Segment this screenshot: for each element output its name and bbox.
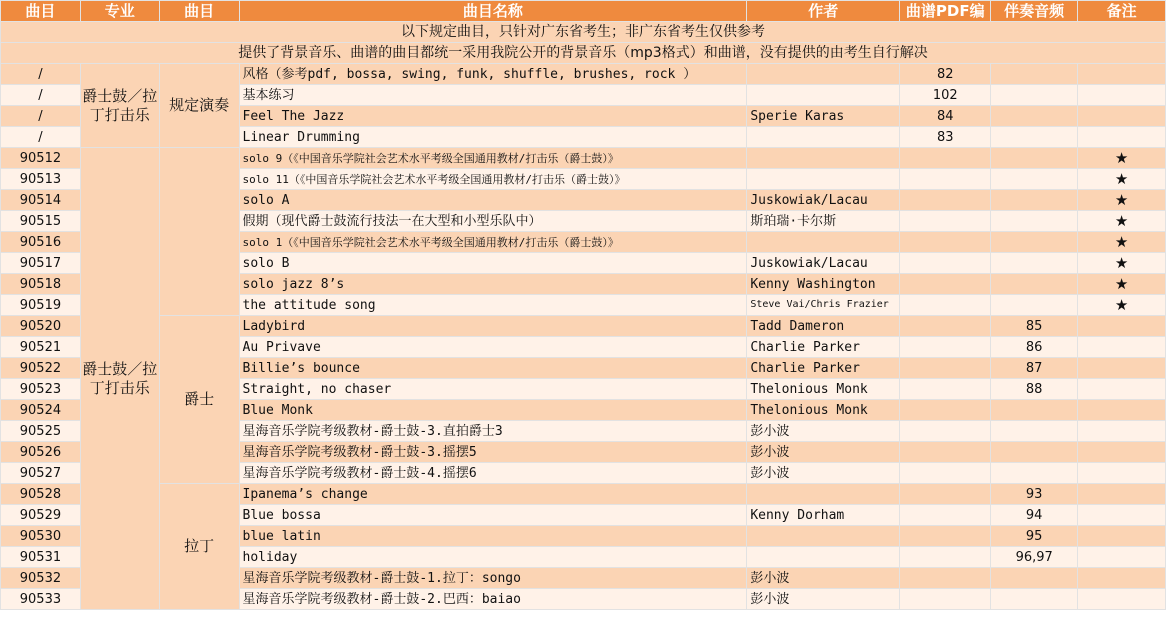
row-remark: ★ <box>1078 148 1166 169</box>
row-title: solo 11（《中国音乐学院社会艺术水平考级全国通用教材/打击乐（爵士鼓）》 <box>239 169 747 190</box>
row-author <box>747 85 900 106</box>
row-remark: ★ <box>1078 169 1166 190</box>
category-cell: 爵士 <box>159 316 239 484</box>
row-author: 彭小波 <box>747 589 900 610</box>
row-title: solo jazz 8’s <box>239 274 747 295</box>
row-id: 90512 <box>1 148 81 169</box>
row-author <box>747 232 900 253</box>
row-title: Blue bossa <box>239 505 747 526</box>
row-id: 90528 <box>1 484 81 505</box>
row-pdf: 83 <box>900 127 991 148</box>
row-remark <box>1078 337 1166 358</box>
note-text: 提供了背景音乐、曲谱的曲目都统一采用我院公开的背景音乐（mp3格式）和曲谱，没有提供的由考生自行解决 <box>1 43 1166 64</box>
table-row <box>1 316 1166 337</box>
row-title: 风格（参考pdf, bossa, swing, funk, shuffle, brushes, rock ） <box>239 64 747 85</box>
row-remark <box>1078 589 1166 610</box>
row-author <box>747 484 900 505</box>
row-author: Kenny Washington <box>747 274 900 295</box>
row-remark: ★ <box>1078 253 1166 274</box>
row-id: 90520 <box>1 316 81 337</box>
header-title: 曲目名称 <box>239 1 747 22</box>
row-title: Blue Monk <box>239 400 747 421</box>
row-pdf <box>900 295 991 316</box>
row-author: Sperie Karas <box>747 106 900 127</box>
row-pdf <box>900 253 991 274</box>
row-id: 90519 <box>1 295 81 316</box>
major-cell: 爵士鼓／拉丁打击乐 <box>80 64 159 148</box>
table-row <box>1 148 1166 169</box>
category-cell: 拉丁 <box>159 484 239 610</box>
row-remark <box>1078 400 1166 421</box>
row-author <box>747 64 900 85</box>
row-id: 90515 <box>1 211 81 232</box>
row-author <box>747 526 900 547</box>
row-id: / <box>1 85 81 106</box>
row-remark <box>1078 421 1166 442</box>
row-title: 假期（现代爵士鼓流行技法一在大型和小型乐队中） <box>239 211 747 232</box>
row-accompaniment: 94 <box>991 505 1078 526</box>
row-remark <box>1078 106 1166 127</box>
row-accompaniment <box>991 190 1078 211</box>
row-remark <box>1078 64 1166 85</box>
row-id: 90525 <box>1 421 81 442</box>
row-remark <box>1078 127 1166 148</box>
row-accompaniment: 93 <box>991 484 1078 505</box>
header-pdf: 曲谱PDF编 <box>900 1 991 22</box>
row-author <box>747 169 900 190</box>
row-accompaniment <box>991 211 1078 232</box>
row-author: 彭小波 <box>747 442 900 463</box>
row-pdf: 102 <box>900 85 991 106</box>
category-cell <box>159 148 239 316</box>
row-remark: ★ <box>1078 295 1166 316</box>
row-author: Thelonious Monk <box>747 379 900 400</box>
row-accompaniment: 88 <box>991 379 1078 400</box>
row-title: blue latin <box>239 526 747 547</box>
table-row <box>1 484 1166 505</box>
row-remark <box>1078 505 1166 526</box>
row-pdf <box>900 400 991 421</box>
row-accompaniment <box>991 568 1078 589</box>
row-author: Thelonious Monk <box>747 400 900 421</box>
row-pdf <box>900 463 991 484</box>
row-id: 90521 <box>1 337 81 358</box>
row-title: Billie’s bounce <box>239 358 747 379</box>
row-pdf <box>900 526 991 547</box>
row-id: / <box>1 64 81 85</box>
row-title: Linear Drumming <box>239 127 747 148</box>
row-pdf <box>900 505 991 526</box>
table-row <box>1 64 1166 85</box>
row-remark <box>1078 85 1166 106</box>
major-cell: 爵士鼓／拉丁打击乐 <box>80 148 159 610</box>
category-cell: 规定演奏 <box>159 64 239 148</box>
row-pdf <box>900 169 991 190</box>
row-pdf <box>900 484 991 505</box>
row-accompaniment <box>991 400 1078 421</box>
row-title: Ipanema’s change <box>239 484 747 505</box>
row-pdf <box>900 316 991 337</box>
row-remark <box>1078 484 1166 505</box>
row-title: holiday <box>239 547 747 568</box>
row-remark: ★ <box>1078 274 1166 295</box>
row-author: Kenny Dorham <box>747 505 900 526</box>
row-accompaniment <box>991 442 1078 463</box>
row-author <box>747 547 900 568</box>
row-author: Tadd Dameron <box>747 316 900 337</box>
row-author: Charlie Parker <box>747 337 900 358</box>
row-accompaniment <box>991 232 1078 253</box>
row-pdf <box>900 211 991 232</box>
row-author <box>747 148 900 169</box>
row-remark <box>1078 547 1166 568</box>
row-accompaniment <box>991 295 1078 316</box>
row-id: 90522 <box>1 358 81 379</box>
row-id: 90529 <box>1 505 81 526</box>
row-pdf <box>900 442 991 463</box>
row-id: 90524 <box>1 400 81 421</box>
row-id: 90530 <box>1 526 81 547</box>
row-accompaniment <box>991 85 1078 106</box>
row-accompaniment <box>991 64 1078 85</box>
row-author: 斯珀瑞·卡尔斯 <box>747 211 900 232</box>
row-remark <box>1078 316 1166 337</box>
header-category: 曲目 <box>159 1 239 22</box>
row-pdf <box>900 568 991 589</box>
row-accompaniment: 96,97 <box>991 547 1078 568</box>
row-id: 90517 <box>1 253 81 274</box>
row-accompaniment: 95 <box>991 526 1078 547</box>
row-id: 90513 <box>1 169 81 190</box>
row-remark <box>1078 442 1166 463</box>
row-pdf <box>900 589 991 610</box>
row-remark: ★ <box>1078 232 1166 253</box>
row-title: solo 1（《中国音乐学院社会艺术水平考级全国通用教材/打击乐（爵士鼓）》 <box>239 232 747 253</box>
row-remark: ★ <box>1078 190 1166 211</box>
row-accompaniment <box>991 169 1078 190</box>
row-remark <box>1078 358 1166 379</box>
row-author: Juskowiak/Lacau <box>747 253 900 274</box>
row-title: 星海音乐学院考级教材-爵士鼓-3.直拍爵士3 <box>239 421 747 442</box>
row-pdf <box>900 358 991 379</box>
row-remark <box>1078 379 1166 400</box>
row-id: 90533 <box>1 589 81 610</box>
row-title: 星海音乐学院考级教材-爵士鼓-4.摇摆6 <box>239 463 747 484</box>
row-id: / <box>1 106 81 127</box>
row-title: solo B <box>239 253 747 274</box>
row-pdf <box>900 274 991 295</box>
note-row <box>1 43 1166 64</box>
header-id: 曲目 <box>1 1 81 22</box>
row-title: 基本练习 <box>239 85 747 106</box>
row-id: 90516 <box>1 232 81 253</box>
row-pdf <box>900 337 991 358</box>
row-accompaniment <box>991 127 1078 148</box>
row-accompaniment <box>991 274 1078 295</box>
row-pdf <box>900 232 991 253</box>
row-accompaniment <box>991 106 1078 127</box>
row-pdf <box>900 190 991 211</box>
row-title: the attitude song <box>239 295 747 316</box>
row-pdf <box>900 148 991 169</box>
row-author: Charlie Parker <box>747 358 900 379</box>
row-id: 90527 <box>1 463 81 484</box>
row-author: 彭小波 <box>747 463 900 484</box>
row-author: 彭小波 <box>747 421 900 442</box>
row-title: solo A <box>239 190 747 211</box>
row-remark: ★ <box>1078 211 1166 232</box>
row-pdf: 82 <box>900 64 991 85</box>
row-remark <box>1078 568 1166 589</box>
row-accompaniment: 85 <box>991 316 1078 337</box>
row-title: solo 9（《中国音乐学院社会艺术水平考级全国通用教材/打击乐（爵士鼓）》 <box>239 148 747 169</box>
row-title: 星海音乐学院考级教材-爵士鼓-2.巴西：baiao <box>239 589 747 610</box>
row-pdf <box>900 421 991 442</box>
row-remark <box>1078 526 1166 547</box>
note-text: 以下规定曲目，只针对广东省考生；非广东省考生仅供参考 <box>1 22 1166 43</box>
row-title: Straight, no chaser <box>239 379 747 400</box>
row-accompaniment <box>991 253 1078 274</box>
header-remark: 备注 <box>1078 1 1166 22</box>
row-pdf <box>900 547 991 568</box>
row-author <box>747 127 900 148</box>
note-row <box>1 22 1166 43</box>
row-accompaniment: 87 <box>991 358 1078 379</box>
row-author: Juskowiak/Lacau <box>747 190 900 211</box>
row-accompaniment: 86 <box>991 337 1078 358</box>
row-id: 90523 <box>1 379 81 400</box>
row-id: 90526 <box>1 442 81 463</box>
row-pdf <box>900 379 991 400</box>
header-author: 作者 <box>747 1 900 22</box>
row-accompaniment <box>991 463 1078 484</box>
row-pdf: 84 <box>900 106 991 127</box>
row-accompaniment <box>991 589 1078 610</box>
header-row <box>1 1 1166 22</box>
row-id: / <box>1 127 81 148</box>
row-title: Ladybird <box>239 316 747 337</box>
row-author: 彭小波 <box>747 568 900 589</box>
row-accompaniment <box>991 148 1078 169</box>
row-id: 90531 <box>1 547 81 568</box>
header-major: 专业 <box>80 1 159 22</box>
row-accompaniment <box>991 421 1078 442</box>
row-title: Feel The Jazz <box>239 106 747 127</box>
row-id: 90518 <box>1 274 81 295</box>
row-author: Steve Vai/Chris Frazier <box>747 295 900 316</box>
row-title: 星海音乐学院考级教材-爵士鼓-3.摇摆5 <box>239 442 747 463</box>
row-id: 90514 <box>1 190 81 211</box>
row-id: 90532 <box>1 568 81 589</box>
header-accompaniment: 伴奏音频 <box>991 1 1078 22</box>
row-title: 星海音乐学院考级教材-爵士鼓-1.拉丁：songo <box>239 568 747 589</box>
row-remark <box>1078 463 1166 484</box>
row-title: Au Privave <box>239 337 747 358</box>
